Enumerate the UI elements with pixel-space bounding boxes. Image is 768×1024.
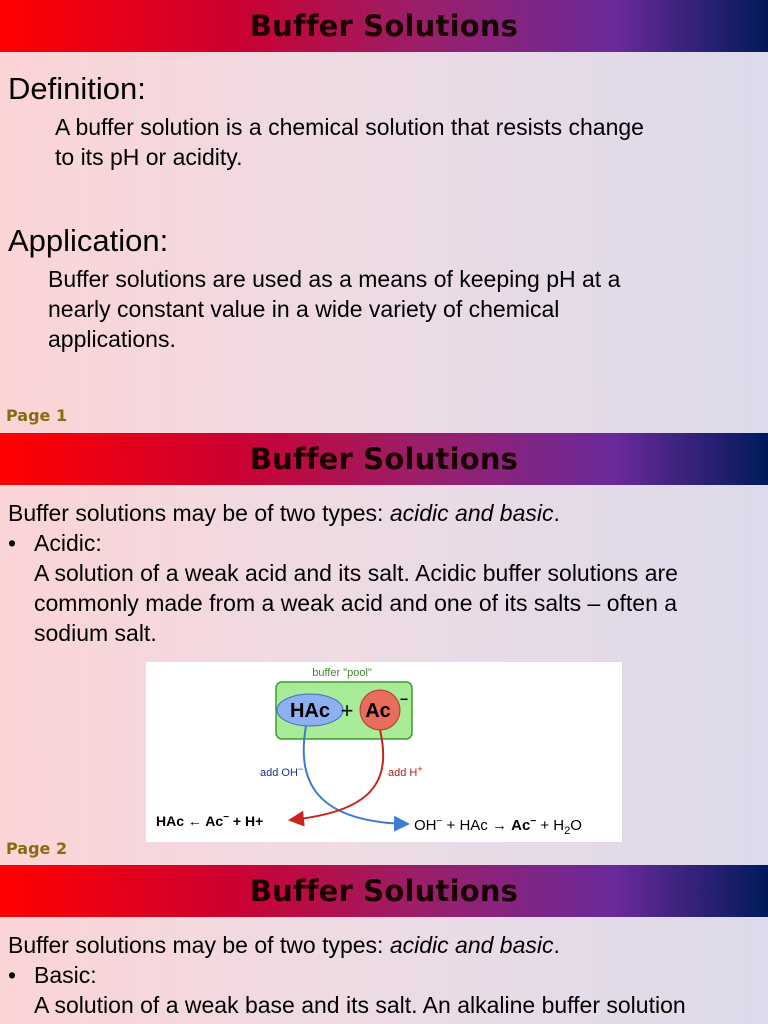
types-intro [8, 930, 560, 960]
types-intro-prefix: Buffer solutions may be of two types: [8, 932, 390, 958]
left-equation: HAc ← Ac− + H+ [156, 812, 264, 829]
right-equation: OH− + HAc → $Ac^- + H_2O$ [414, 816, 582, 837]
bullet-icon: • [8, 530, 17, 556]
definition-heading: Definition: [8, 71, 146, 106]
application-line-3: applications. [48, 326, 176, 352]
buffer-pool-diagram [146, 662, 622, 842]
acidic-line-2: commonly made from a weak acid and one of its salts – often a [34, 590, 678, 616]
acidic-line-3: sodium salt. [34, 620, 157, 646]
slide-title: Buffer Solutions [249, 442, 519, 476]
slide-1 [0, 0, 768, 433]
slide-title-bar [0, 0, 768, 52]
pool-plus: + [340, 698, 354, 723]
bullet-icon: • [8, 962, 17, 988]
application-line-2: nearly constant value in a wide variety of chemical [48, 296, 560, 322]
basic-description [34, 990, 686, 1020]
hac-label: HAc [289, 700, 331, 722]
ac-label: Ac [365, 700, 391, 722]
add-h-label: add H+ [388, 764, 423, 779]
bullet-label: Basic: [34, 962, 97, 988]
page-label: Page 2 [6, 839, 68, 858]
acidic-line-1: A solution of a weak acid and its salt. Acidic buffer solutions are [34, 560, 678, 586]
buffer-pool-svg [146, 662, 622, 842]
definition-text [55, 112, 644, 172]
types-intro-suffix: . [553, 932, 560, 958]
types-intro-suffix: . [553, 500, 560, 526]
definition-line-1: A buffer solution is a chemical solution that resists change [55, 114, 644, 140]
types-intro-emphasis: acidic and basic [389, 932, 554, 958]
slide-3 [0, 865, 768, 1024]
types-intro-emphasis: acidic and basic [389, 500, 554, 526]
definition-line-2: to its pH or acidity. [55, 144, 243, 170]
acidic-description [34, 558, 678, 648]
slide-2 [0, 433, 768, 865]
types-intro-prefix: Buffer solutions may be of two types: [8, 500, 390, 526]
pool-label: buffer "pool" [312, 667, 372, 679]
bullet-label: Acidic: [34, 530, 102, 556]
add-oh-label: add OH− [260, 764, 304, 779]
slide-title-bar [0, 433, 768, 485]
bullet-acidic [8, 528, 102, 558]
application-line-1: Buffer solutions are used as a means of keeping pH at a [48, 266, 621, 292]
slide-title-bar [0, 865, 768, 917]
types-intro [8, 498, 560, 528]
slide-title: Buffer Solutions [249, 874, 519, 908]
basic-line-1: A solution of a weak base and its salt. An alkaline buffer solution [34, 992, 686, 1018]
ac-superscript: − [400, 691, 409, 707]
application-heading: Application: [8, 223, 169, 258]
application-text [48, 264, 620, 354]
page-label: Page 1 [6, 406, 68, 425]
bullet-basic [8, 960, 97, 990]
slide-title: Buffer Solutions [249, 9, 519, 43]
